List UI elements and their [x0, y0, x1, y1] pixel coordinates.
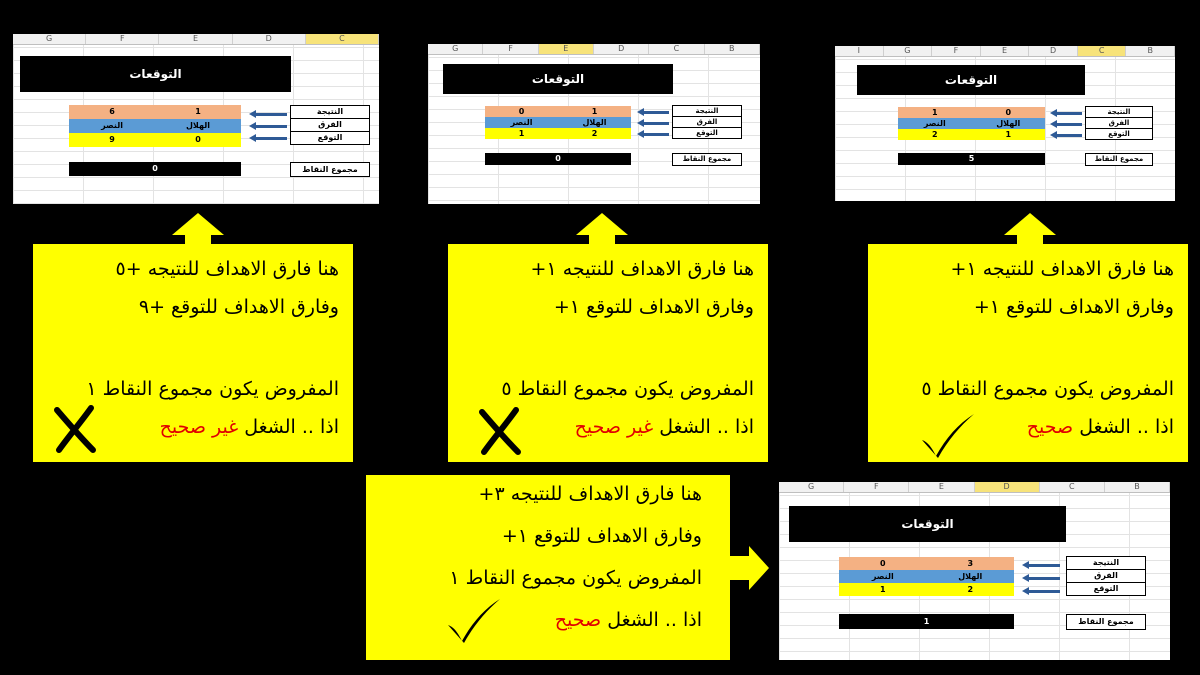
arrow-left-icon — [1022, 572, 1060, 585]
verdict-highlight: غير صحيح — [159, 416, 239, 438]
callout-line: هنا فارق الاهداف للنتيجه +٥ — [115, 258, 339, 280]
label-result: النتيجة — [673, 106, 741, 117]
arrow-left-icon — [249, 108, 287, 120]
total-points-label: مجموع النقاط — [1085, 153, 1153, 166]
arrow-left-icon — [1050, 118, 1082, 129]
column-header-row — [835, 46, 1175, 57]
prediction-row — [839, 583, 1014, 596]
column-header[interactable]: G — [884, 46, 933, 56]
sheet-title: التوقعات — [857, 65, 1085, 95]
callout-line: هنا فارق الاهداف للنتيجه ١+ — [950, 258, 1174, 280]
column-header[interactable]: B — [705, 44, 760, 54]
verdict-highlight: صحيح — [554, 609, 602, 631]
callout-line: المفروض يكون مجموع النقاط ١ — [449, 567, 702, 589]
callout-line: هنا فارق الاهداف للنتيجه ١+ — [530, 258, 754, 280]
row-labels — [1085, 106, 1153, 140]
score-table — [898, 107, 1045, 140]
column-header[interactable]: G — [428, 44, 483, 54]
column-header[interactable]: D — [1029, 46, 1078, 56]
score-table — [839, 557, 1014, 596]
column-header[interactable]: D — [594, 44, 649, 54]
column-header-active[interactable]: E — [539, 44, 594, 54]
cell[interactable]: 0 — [195, 135, 201, 144]
column-header-row — [428, 44, 760, 55]
label-prediction: التوقع — [696, 129, 718, 137]
sheet-title: التوقعات — [443, 64, 673, 94]
result-row — [69, 105, 241, 119]
callout-verdict — [160, 416, 339, 438]
arrow-left-icon — [637, 106, 669, 117]
verdict-prefix: اذا .. الشغل — [659, 416, 754, 438]
cell[interactable]: النصر — [101, 121, 123, 130]
cell[interactable]: 1 — [931, 108, 938, 117]
column-header-active[interactable]: D — [975, 482, 1040, 492]
arrow-stem — [730, 556, 750, 580]
cell[interactable]: الهلال — [582, 118, 607, 127]
cell[interactable]: 0 — [518, 107, 525, 116]
cell[interactable]: 1 — [591, 107, 598, 116]
check-mark-icon — [918, 412, 978, 460]
column-header[interactable]: C — [649, 44, 704, 54]
cell[interactable]: 1 — [518, 129, 525, 138]
column-header[interactable]: C — [1040, 482, 1105, 492]
teams-row — [485, 117, 631, 128]
callout-line: المفروض يكون مجموع النقاط ٥ — [501, 378, 754, 400]
explanation-callout-2 — [448, 244, 768, 462]
cell[interactable]: 2 — [591, 129, 598, 138]
verdict-highlight: غير صحيح — [574, 416, 654, 438]
label-prediction: التوقع — [1108, 130, 1130, 138]
column-header[interactable]: F — [86, 34, 159, 44]
cell[interactable]: 1 — [879, 585, 886, 594]
verdict-prefix: اذا .. الشغل — [607, 609, 702, 631]
arrow-up-icon — [1004, 213, 1056, 235]
cell[interactable]: 2 — [967, 585, 974, 594]
arrow-up-icon — [172, 213, 224, 235]
label-result: النتيجة — [1086, 107, 1152, 118]
cell[interactable]: 0 — [1005, 108, 1012, 117]
spreadsheet-panel-2 — [428, 44, 760, 204]
label-teams: الفرق — [1086, 118, 1152, 129]
column-header[interactable]: B — [1105, 482, 1170, 492]
label-result: النتيجة — [1067, 557, 1145, 570]
result-row — [898, 107, 1045, 118]
total-points-value[interactable]: 1 — [839, 614, 1014, 629]
label-teams: الفرق — [673, 117, 741, 128]
teams-row — [839, 570, 1014, 583]
pointer-arrows — [1050, 107, 1082, 140]
column-header[interactable]: F — [932, 46, 981, 56]
spreadsheet-panel-3 — [835, 46, 1175, 201]
spreadsheet-panel-4 — [779, 482, 1170, 660]
column-header[interactable]: E — [159, 34, 232, 44]
total-points-label: مجموع النقاط — [290, 162, 370, 177]
column-header[interactable]: B — [1126, 46, 1175, 56]
cell[interactable]: 3 — [967, 559, 974, 568]
column-header[interactable]: F — [483, 44, 538, 54]
score-table — [69, 105, 241, 147]
spreadsheet-panel-1 — [13, 34, 379, 204]
arrow-left-icon — [249, 120, 287, 132]
cell[interactable]: الهلال — [958, 572, 983, 581]
cell[interactable]: 2 — [931, 130, 938, 139]
cell[interactable]: النصر — [510, 118, 533, 127]
callout-line: هنا فارق الاهداف للنتيجه ٣+ — [478, 483, 702, 505]
row-labels — [1066, 556, 1146, 596]
label-teams: الفرق — [1067, 570, 1145, 583]
row-labels — [672, 105, 742, 139]
callout-line: المفروض يكون مجموع النقاط ١ — [86, 378, 339, 400]
label-prediction: التوقع — [1093, 584, 1119, 593]
callout-line: وفارق الاهداف للتوقع ١+ — [973, 296, 1174, 318]
column-header-active[interactable]: C — [306, 34, 379, 44]
callout-line: وفارق الاهداف للتوقع ١+ — [553, 296, 754, 318]
arrow-left-icon — [249, 132, 287, 144]
column-header-row — [13, 34, 379, 45]
score-table — [485, 106, 631, 139]
total-points-label: مجموع النقاط — [672, 153, 742, 166]
sheet-title: التوقعات — [20, 56, 291, 92]
prediction-row — [898, 129, 1045, 140]
verdict-highlight: صحيح — [1026, 416, 1074, 438]
explanation-callout-3 — [868, 244, 1188, 462]
arrow-left-icon — [1022, 585, 1060, 598]
pointer-arrows — [249, 108, 287, 144]
prediction-row — [485, 128, 631, 139]
callout-verdict — [555, 609, 702, 631]
column-header[interactable]: D — [233, 34, 306, 44]
total-points-value[interactable]: 0 — [485, 153, 631, 165]
explanation-callout-1 — [33, 244, 353, 462]
row-labels — [290, 105, 370, 145]
cell[interactable]: الهلال — [996, 119, 1021, 128]
cell[interactable]: 1 — [195, 107, 201, 116]
total-points-value[interactable]: 0 — [69, 162, 241, 176]
label-teams: الفرق — [291, 119, 369, 132]
arrow-left-icon — [637, 128, 669, 139]
teams-row — [69, 119, 241, 133]
column-header[interactable]: F — [844, 482, 909, 492]
cross-mark-icon — [51, 404, 99, 454]
arrow-left-icon — [637, 117, 669, 128]
column-header[interactable]: G — [779, 482, 844, 492]
cell[interactable]: النصر — [871, 572, 894, 581]
label-prediction: التوقع — [317, 133, 343, 142]
arrow-right-icon — [749, 546, 769, 590]
callout-line: المفروض يكون مجموع النقاط ٥ — [921, 378, 1174, 400]
column-header[interactable]: E — [981, 46, 1030, 56]
column-header-row — [779, 482, 1170, 493]
callout-verdict — [575, 416, 754, 438]
cell[interactable]: 6 — [109, 107, 115, 116]
arrow-left-icon — [1050, 107, 1082, 118]
cell[interactable]: النصر — [923, 119, 946, 128]
column-header[interactable]: I — [835, 46, 884, 56]
explanation-callout-4 — [366, 475, 730, 660]
check-mark-icon — [444, 597, 504, 645]
result-row — [485, 106, 631, 117]
cell[interactable]: 1 — [1005, 130, 1012, 139]
pointer-arrows — [637, 106, 669, 139]
result-row — [839, 557, 1014, 570]
arrow-left-icon — [1022, 559, 1060, 572]
cell[interactable]: 0 — [879, 559, 886, 568]
column-header-active[interactable]: C — [1078, 46, 1127, 56]
label-result: النتيجة — [291, 106, 369, 119]
cell[interactable]: الهلال — [185, 121, 211, 130]
prediction-row — [69, 133, 241, 147]
total-points-label: مجموع النقاط — [1066, 614, 1146, 630]
arrow-up-icon — [576, 213, 628, 235]
callout-line: وفارق الاهداف للتوقع ١+ — [501, 525, 702, 547]
column-header[interactable]: E — [909, 482, 974, 492]
pointer-arrows — [1022, 559, 1060, 598]
verdict-prefix: اذا .. الشغل — [244, 416, 339, 438]
arrow-left-icon — [1050, 129, 1082, 140]
total-points-value[interactable]: 5 — [898, 153, 1045, 165]
cell[interactable]: 9 — [109, 135, 115, 144]
sheet-title: التوقعات — [789, 506, 1066, 542]
callout-line: وفارق الاهداف للتوقع +٩ — [138, 296, 339, 318]
verdict-prefix: اذا .. الشغل — [1079, 416, 1174, 438]
callout-verdict — [1027, 416, 1174, 438]
column-header[interactable]: G — [13, 34, 86, 44]
cross-mark-icon — [476, 406, 524, 456]
teams-row — [898, 118, 1045, 129]
